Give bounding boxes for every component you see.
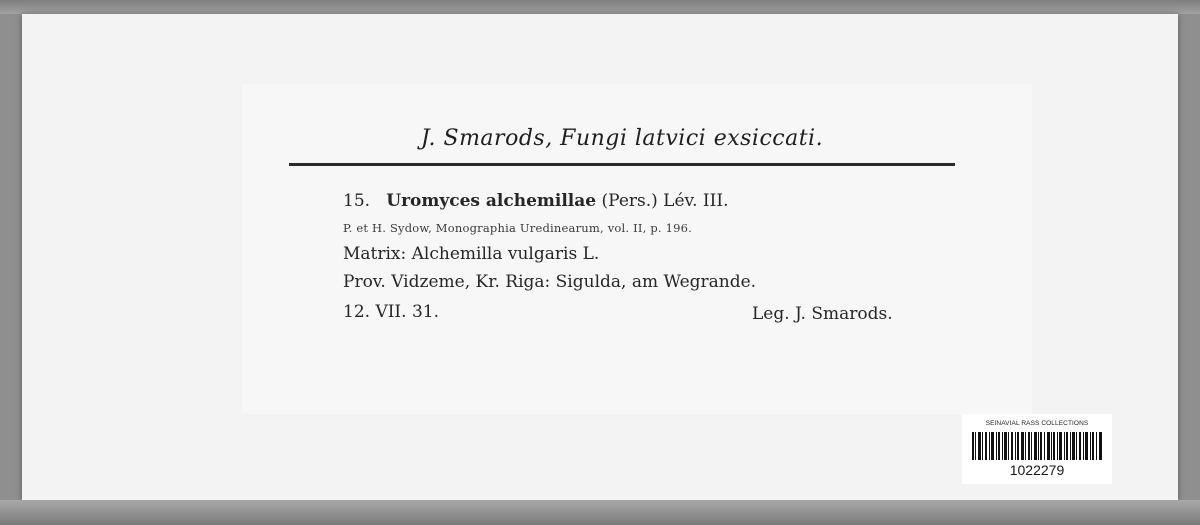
barcode-bars-icon [972, 432, 1102, 460]
title-rule [289, 163, 955, 166]
collection-title: J. Smarods, Fungi latvici exsiccati. [420, 126, 824, 151]
locality: Prov. Vidzeme, Kr. Riga: Sigulda, am Wegrande. [343, 272, 757, 292]
collection-date: 12. VII. 31. [343, 302, 439, 322]
photo-frame-top [0, 0, 1200, 14]
species-name: Uromyces alchemillae [386, 191, 597, 211]
collector: Leg. J. Smarods. [752, 304, 893, 324]
photo-frame-bottom [0, 500, 1200, 525]
barcode-label [962, 414, 1112, 484]
barcode-institution: SEINAVIAL RASS COLLECTIONS [985, 420, 1089, 427]
specimen-number: 15. [343, 191, 371, 211]
species-authority: (Pers.) Lév. III. [601, 191, 729, 211]
literature-reference: P. et H. Sydow, Monographia Uredinearum, vol. II, p. 196. [343, 221, 692, 235]
matrix-host: Matrix: Alchemilla vulgaris L. [343, 244, 600, 264]
barcode-number: 1022279 [1009, 462, 1065, 478]
specimen-name-line [343, 191, 728, 211]
